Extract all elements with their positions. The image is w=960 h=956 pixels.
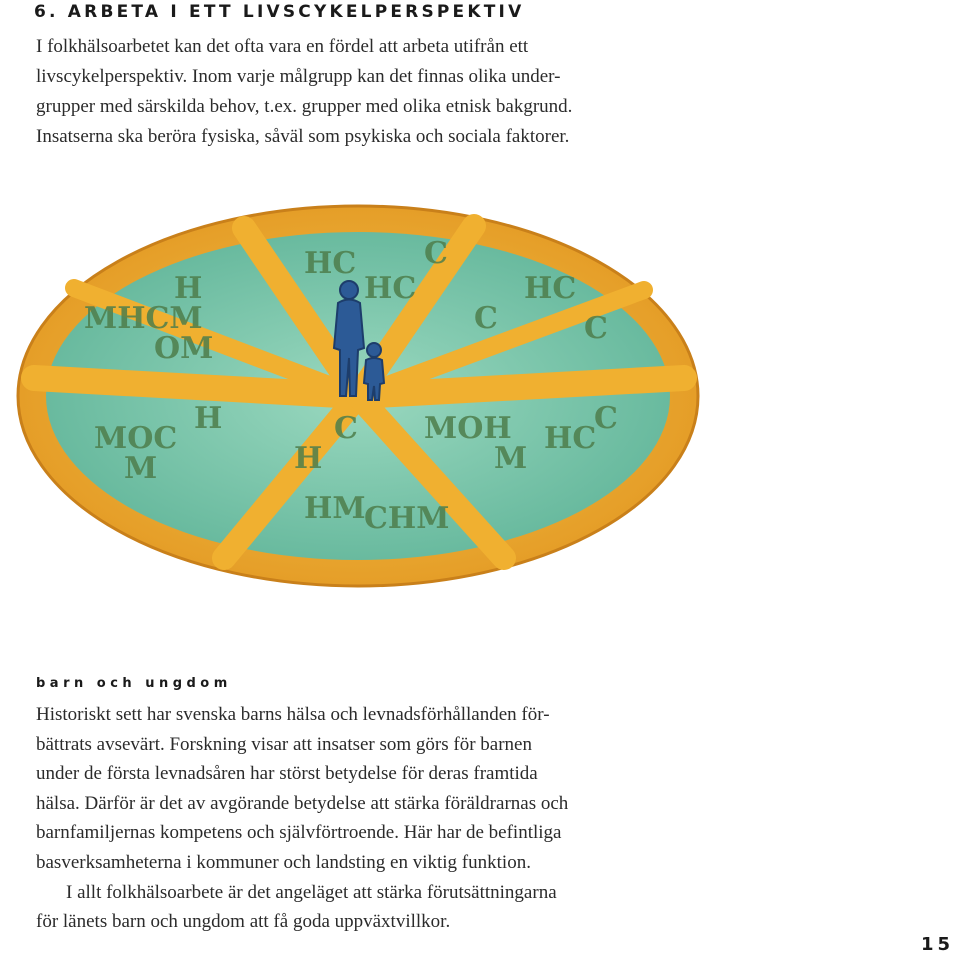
- intro-paragraph: [36, 32, 736, 152]
- svg-text:C: C: [334, 411, 358, 446]
- intro-line: livscykelperspektiv. Inom varje målgrupp kan det finnas olika under-: [36, 66, 561, 87]
- svg-text:HC: HC: [524, 271, 577, 306]
- intro-line: grupper med särskilda behov, t.ex. grupper med olika etnisk bakgrund.: [36, 96, 573, 117]
- svg-text:H: H: [294, 441, 323, 476]
- svg-text:H: H: [194, 401, 223, 436]
- section-heading: 6. ARBETA I ETT LIVSCYKELPERSPEKTIV: [34, 2, 525, 22]
- svg-text:CHM: CHM: [364, 501, 450, 536]
- body-line: Historiskt sett har svenska barns hälsa och levnadsförhållanden för-: [36, 704, 550, 725]
- intro-line: I folkhälsoarbetet kan det ofta vara en fördel att arbeta utifrån ett: [36, 36, 529, 57]
- svg-text:C: C: [584, 311, 608, 346]
- body-line: barnfamiljernas kompetens och självförtroende. Här har de befintliga: [36, 822, 562, 844]
- body-line: under de första levnadsåren har störst betydelse för deras framtida: [36, 763, 538, 785]
- svg-text:HC: HC: [364, 271, 417, 306]
- svg-text:M: M: [124, 451, 158, 486]
- page-number: 15: [920, 934, 954, 955]
- svg-text:HM: HM: [304, 491, 366, 526]
- svg-text:OM: OM: [154, 331, 214, 366]
- barn-och-ungdom-heading: barn och ungdom: [36, 676, 232, 691]
- svg-text:HC: HC: [304, 246, 357, 281]
- svg-text:MOC: MOC: [94, 421, 178, 456]
- body-line: hälsa. Därför är det av avgörande betydelse att stärka föräldrarnas och: [36, 792, 569, 814]
- svg-text:H: H: [174, 271, 203, 306]
- svg-text:C: C: [594, 401, 618, 436]
- body-line: bättrats avsevärt. Forskning visar att insatser som görs för barnen: [36, 733, 532, 755]
- svg-text:C: C: [424, 236, 448, 271]
- svg-text:M: M: [494, 441, 528, 476]
- svg-text:C: C: [474, 301, 498, 336]
- body-line: basverksamheterna i kommuner och landsting en viktig funktion.: [36, 851, 531, 873]
- body-line: I allt folkhälsoarbete är det angeläget att stärka förutsättningarna: [66, 881, 557, 903]
- body-line: för länets barn och ungdom att få goda uppväxtvillkor.: [36, 911, 451, 933]
- svg-text:MHCM: MHCM: [84, 301, 203, 336]
- life-cycle-wheel-illustration: [4, 178, 710, 608]
- intro-line: Insatserna ska beröra fysiska, såväl som psykiska och sociala faktorer.: [36, 126, 570, 147]
- svg-text:MOH: MOH: [424, 411, 512, 446]
- svg-text:HC: HC: [544, 421, 597, 456]
- barn-och-ungdom-text: [36, 700, 716, 937]
